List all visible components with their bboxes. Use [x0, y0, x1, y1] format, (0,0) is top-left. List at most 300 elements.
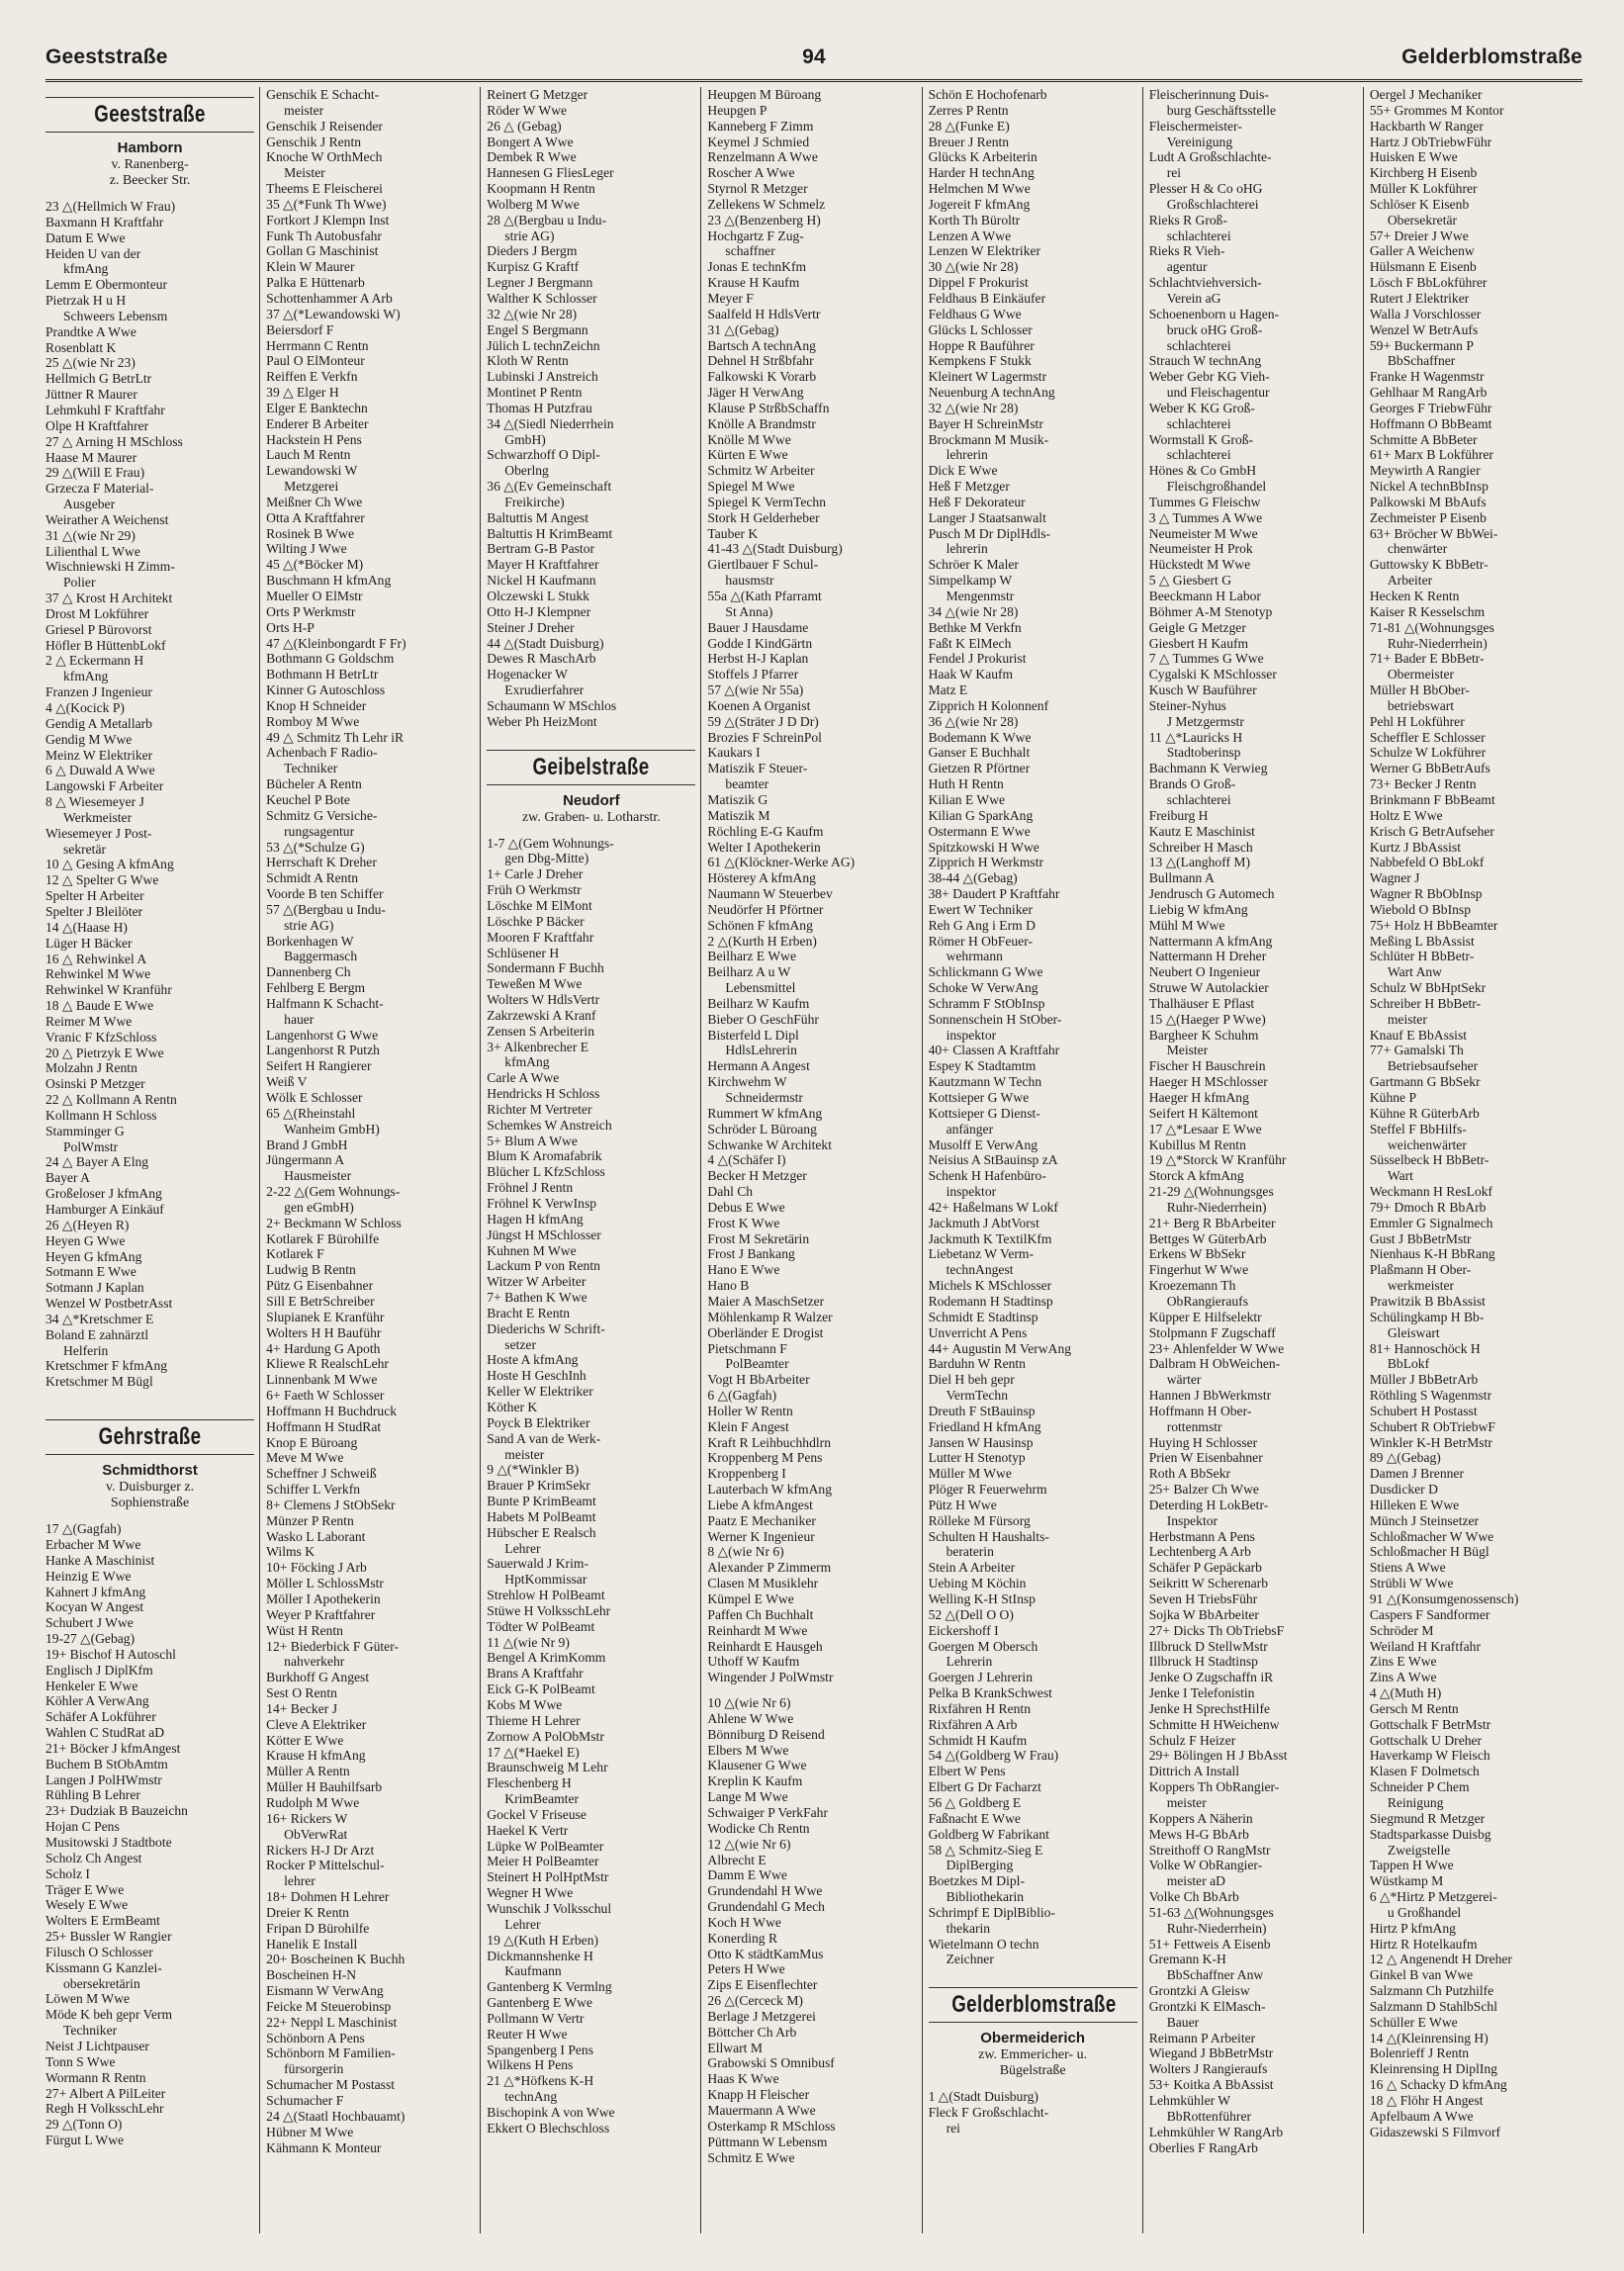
directory-entry: Carle A Wwe — [487, 1070, 560, 1086]
entry-continuation: meister — [1387, 1011, 1427, 1027]
directory-entry: 18+ Dohmen H Lehrer — [266, 1889, 390, 1905]
header-left-street: Geeststraße — [45, 45, 168, 68]
entry-continuation: HptKommissar — [504, 1572, 587, 1588]
directory-entry: Kleinrensing H DiplIng — [1369, 2061, 1497, 2077]
directory-entry: Thalhäuser E Pflast — [1148, 995, 1255, 1011]
directory-entry: Jogereit F kfmAng — [928, 196, 1031, 212]
entry-continuation: Meister — [284, 165, 325, 181]
directory-entry: Erbacher M Wwe — [45, 1536, 141, 1552]
entry-continuation: rei — [946, 2120, 960, 2135]
column-7 — [1363, 87, 1583, 2233]
directory-entry: Tauber K — [707, 525, 759, 541]
directory-entry: 44 △(Stadt Duisburg) — [487, 635, 604, 651]
entry-continuation: beamter — [725, 776, 769, 792]
entry-continuation: Meister — [1166, 1043, 1209, 1058]
directory-entry: Tappen H Wwe — [1369, 1858, 1454, 1873]
directory-entry: Geigle G Metzger — [1148, 619, 1246, 635]
directory-entry: Heyen G kfmAng — [45, 1248, 142, 1264]
entry-continuation: St Anna) — [725, 603, 773, 619]
directory-entry: Datum E Wwe — [45, 229, 126, 245]
directory-entry: Weirather A Weichenst — [45, 511, 169, 527]
directory-entry: Müller K Lokführer — [1369, 181, 1478, 197]
directory-entry: 91 △(Konsumgenossensch) — [1369, 1591, 1519, 1606]
directory-entry: 21-29 △(Wohnungsges — [1148, 1184, 1274, 1200]
directory-entry: Frost K Wwe — [707, 1215, 780, 1230]
directory-entry: Herbstmann A Pens — [1148, 1528, 1255, 1544]
entry-continuation: Inspektor — [1166, 1512, 1218, 1528]
entry-continuation: technAng — [504, 2089, 558, 2105]
directory-entry: Kautzmann W Techn — [928, 1074, 1042, 1090]
directory-entry: Kanneberg F Zimm — [707, 118, 814, 134]
directory-entry: 32 △(wie Nr 28) — [487, 306, 578, 321]
directory-entry: Schubert H Postasst — [1369, 1403, 1478, 1418]
entry-continuation: anfänger — [946, 1121, 994, 1136]
directory-entry: Dittrich A Install — [1148, 1764, 1240, 1779]
directory-entry: Uebing M Köchin — [928, 1576, 1027, 1591]
directory-entry: 56 △ Goldberg E — [928, 1794, 1022, 1810]
page-header — [45, 45, 1582, 73]
directory-entry: Knoche W OrthMech — [266, 149, 383, 165]
directory-entry: 61+ Marx B Lokführer — [1369, 447, 1493, 463]
directory-entry: 71+ Bader E BbBetr- — [1369, 651, 1485, 667]
directory-entry: Bolenrieff J Rentn — [1369, 2045, 1470, 2061]
directory-entry: Berlage J Metzgerei — [707, 2008, 816, 2024]
directory-entry: Schottenhammer A Arb — [266, 290, 393, 306]
directory-entry: Borkenhagen W — [266, 933, 354, 949]
directory-entry: 75+ Holz H BbBeamter — [1369, 917, 1498, 933]
directory-entry: 53 △(*Schulze G) — [266, 839, 365, 855]
directory-entry: 73+ Becker J Rentn — [1369, 776, 1477, 792]
directory-entry: Kissmann G Kanzlei- — [45, 1959, 162, 1975]
directory-entry: Stüwe H VolksschLehr — [487, 1602, 611, 1618]
directory-entry: 29 △(Will E Frau) — [45, 465, 145, 481]
directory-entry: 8 △(wie Nr 6) — [707, 1544, 784, 1560]
directory-entry: Schreiber H Masch — [1148, 839, 1253, 855]
directory-entry: Strauch W technAng — [1148, 353, 1262, 369]
directory-entry: Lauterbach W kfmAng — [707, 1482, 832, 1498]
directory-entry: Brands O Groß- — [1148, 776, 1236, 792]
directory-entry: Genschik J Reisender — [266, 118, 383, 134]
directory-entry: Osterkamp R MSchloss — [707, 2118, 836, 2134]
directory-entry: Strübli W Wwe — [1369, 1576, 1454, 1591]
directory-entry: 18 △ Baude E Wwe — [45, 998, 154, 1014]
entry-continuation: Bibliothekarin — [946, 1889, 1025, 1905]
directory-entry: 26 △(Cerceck M) — [707, 1993, 803, 2009]
entry-continuation: wehrmann — [946, 949, 1003, 964]
directory-entry: Wilms K — [266, 1544, 316, 1560]
entry-continuation: kfmAng — [63, 261, 109, 277]
directory-entry: Hanelik E Install — [266, 1936, 358, 1952]
directory-entry: 77+ Gamalski Th — [1369, 1043, 1464, 1058]
directory-entry: Schulze W Lokführer — [1369, 745, 1487, 761]
entry-continuation: Stadtoberinsp — [1166, 745, 1241, 761]
directory-entry: Hannen J BbWerkmstr — [1148, 1388, 1272, 1404]
directory-entry: Wunschik J Volksschul — [487, 1900, 612, 1916]
directory-entry: 25 △(wie Nr 23) — [45, 355, 135, 371]
directory-entry: Bartsch A technAng — [707, 337, 816, 353]
directory-entry: Heyen G Wwe — [45, 1232, 126, 1248]
entry-continuation: Bauer — [1166, 2014, 1200, 2030]
directory-entry: 9 △(*Winkler B) — [487, 1462, 580, 1478]
entry-continuation: Betriebsaufseher — [1387, 1058, 1479, 1074]
district-name: Obermeiderich — [980, 2030, 1086, 2047]
directory-entry: Konerding R — [707, 1930, 778, 1946]
spacer — [487, 826, 695, 836]
directory-entry: Musolff E VerwAng — [928, 1136, 1038, 1152]
directory-entry: 16 △ Schacky D kfmAng — [1369, 2077, 1507, 2093]
directory-entry: Löschke P Bäcker — [487, 913, 585, 929]
directory-entry: 36 △(Ev Gemeinschaft — [487, 479, 612, 495]
entry-continuation: u Großhandel — [1387, 1904, 1462, 1920]
entry-continuation: schlachterei — [1166, 791, 1231, 807]
directory-entry: Paffen Ch Buchhalt — [707, 1606, 814, 1622]
directory-entry: Slupianek E Kranführ — [266, 1309, 385, 1324]
directory-entry: 25+ Bussler W Rangier — [45, 1929, 172, 1945]
directory-entry: Elbers M Wwe — [707, 1742, 789, 1758]
directory-entry: Helmchen M Wwe — [928, 181, 1031, 197]
directory-entry: Baltuttis H KrimBeamt — [487, 525, 613, 541]
column-2 — [259, 87, 480, 2233]
directory-entry: 2 △(Kurth H Erben) — [707, 933, 817, 949]
directory-entry: Ewert W Techniker — [928, 901, 1034, 917]
directory-entry: Stork H Gelderheber — [707, 509, 820, 525]
directory-entry: Brand J GmbH — [266, 1136, 348, 1152]
directory-entry: Eick G-K PolBeamt — [487, 1681, 595, 1697]
directory-entry: Wormstall K Groß- — [1148, 431, 1254, 447]
directory-entry: Bunte P KrimBeamt — [487, 1494, 596, 1509]
directory-entry: Barduhn W Rentn — [928, 1356, 1026, 1372]
directory-entry: Schmidt H Kaufm — [928, 1732, 1028, 1748]
entry-continuation: Wanheim GmbH) — [284, 1121, 380, 1136]
directory-entry: 2-22 △(Gem Wohnungs- — [266, 1184, 401, 1200]
directory-entry: Tonn S Wwe — [45, 2053, 116, 2069]
directory-entry: Grundendahl H Wwe — [707, 1883, 823, 1899]
directory-entry: Kottsieper G Wwe — [928, 1090, 1030, 1105]
directory-entry: Vranic F KfzSchloss — [45, 1029, 157, 1045]
entry-continuation: thekarin — [946, 1920, 991, 1936]
street-heading-block — [487, 750, 695, 785]
directory-entry: Lösch F BbLokführer — [1369, 275, 1488, 291]
directory-entry: Prandtke A Wwe — [45, 323, 136, 339]
directory-entry: Schoenenborn u Hagen- — [1148, 306, 1280, 321]
directory-entry: Rudolph M Wwe — [266, 1794, 360, 1810]
directory-entry: Ludt A Großschlachte- — [1148, 149, 1272, 165]
directory-entry: Hübscher E Realsch — [487, 1524, 596, 1540]
directory-entry: Clasen M Musiklehr — [707, 1576, 819, 1591]
directory-entry: Streithoff O RangMstr — [1148, 1842, 1271, 1858]
district-name: Neudorf — [563, 791, 620, 809]
directory-entry: Prawitzik B BbAssist — [1369, 1293, 1486, 1309]
directory-entry: Sojka W BbArbeiter — [1148, 1606, 1259, 1622]
directory-entry: Gottschalk U Dreher — [1369, 1732, 1483, 1748]
directory-entry: Eickershoff I — [928, 1622, 999, 1638]
directory-entry: Pehl H Lokführer — [1369, 713, 1465, 729]
directory-entry: Stadtsparkasse Duisbg — [1369, 1826, 1491, 1842]
directory-entry: 31 △(wie Nr 29) — [45, 527, 135, 543]
directory-entry: Lemm E Obermonteur — [45, 277, 168, 293]
directory-entry: 8+ Clemens J StObSekr — [266, 1497, 396, 1512]
directory-entry: Bayer H SchreinMstr — [928, 415, 1043, 431]
directory-entry: Ellwart M — [707, 2040, 763, 2055]
directory-entry: Griesel P Bürovorst — [45, 621, 152, 637]
directory-entry: 21+ Böcker J kfmAngest — [45, 1740, 181, 1756]
directory-entry: Herrschaft K Dreher — [266, 855, 377, 870]
directory-entry: Storck A kfmAng — [1148, 1168, 1244, 1184]
directory-entry: Haeger H kfmAng — [1148, 1090, 1249, 1105]
directory-entry: Blücher L KfzSchloss — [487, 1164, 605, 1180]
directory-entry: Renzelmann A Wwe — [707, 149, 818, 165]
directory-entry: Lüpke W PolBeamter — [487, 1838, 604, 1854]
directory-entry: 51-63 △(Wohnungsges — [1148, 1904, 1274, 1920]
entry-continuation: Mengenmstr — [946, 589, 1015, 603]
directory-entry: Franke H Wagenmstr — [1369, 369, 1485, 385]
directory-entry: Kroezemann Th — [1148, 1278, 1236, 1294]
directory-entry: Kinner G Autoschloss — [266, 682, 386, 698]
directory-entry: Giertlbauer F Schul- — [707, 557, 819, 573]
directory-entry: Herrmann C Rentn — [266, 337, 369, 353]
directory-entry: Hano B — [707, 1278, 750, 1294]
directory-entry: Gantenberg E Wwe — [487, 1995, 592, 2011]
entry-continuation: Freikirche) — [504, 494, 565, 509]
directory-entry: Korth Th Büroltr — [928, 212, 1021, 227]
directory-entry: Engel S Bergmann — [487, 321, 588, 337]
street-heading: Gehrstraße — [98, 1423, 202, 1451]
directory-entry: Nabbefeld O BbLokf — [1369, 855, 1485, 870]
entry-continuation: technAngest — [946, 1262, 1014, 1278]
directory-entry: Bischopink A von Wwe — [487, 2104, 615, 2120]
directory-entry: Frost J Bankang — [707, 1246, 795, 1262]
entry-continuation: schlachterei — [1166, 447, 1231, 463]
directory-entry: Boetzkes M Dipl- — [928, 1873, 1025, 1889]
directory-entry: 34 △(wie Nr 28) — [928, 603, 1019, 619]
header-rule — [45, 79, 1582, 82]
directory-entry: Reiffen E Verkfn — [266, 369, 358, 385]
entry-continuation: meister — [1166, 1794, 1207, 1810]
directory-entry: Müller M Wwe — [928, 1466, 1012, 1482]
directory-entry: Filusch O Schlosser — [45, 1944, 153, 1959]
directory-entry: Dusdicker D — [1369, 1482, 1438, 1498]
directory-entry: Meßing L BbAssist — [1369, 933, 1475, 949]
directory-entry: Langenhorst G Wwe — [266, 1027, 379, 1043]
directory-entry: Rixfähren A Arb — [928, 1716, 1018, 1732]
entry-continuation: Großschlachterei — [1166, 196, 1259, 212]
directory-entry: Früh O Werkmstr — [487, 882, 582, 898]
directory-entry: Bachmann K Verwieg — [1148, 761, 1268, 776]
directory-entry: Schmitz G Versiche- — [266, 807, 378, 823]
directory-entry: 22 △ Kollmann A Rentn — [45, 1092, 177, 1108]
directory-entry: Lehmkühler W — [1148, 2093, 1231, 2108]
directory-entry: Hano E Wwe — [707, 1262, 780, 1278]
directory-entry: Fleck F Großschlacht- — [928, 2105, 1049, 2121]
directory-entry: Scholz Ch Angest — [45, 1850, 142, 1865]
directory-entry: Wolters W HdlsVertr — [487, 992, 600, 1008]
directory-entry: Langenhorst R Putzh — [266, 1043, 380, 1058]
directory-entry: Mueller O ElMstr — [266, 589, 363, 603]
directory-entry: 4 △(Muth H) — [1369, 1685, 1442, 1701]
directory-entry: Klausener G Wwe — [707, 1758, 807, 1773]
directory-entry: Kaukars I — [707, 745, 761, 761]
directory-entry: Kühne P — [1369, 1090, 1417, 1105]
entry-continuation: KrimBeamter — [504, 1791, 580, 1807]
directory-entry: Siegmund R Metzger — [1369, 1810, 1486, 1826]
directory-entry: 52 △(Dell O O) — [928, 1606, 1014, 1622]
entry-continuation: schlachterei — [1166, 337, 1231, 353]
entry-continuation: PolBeamter — [725, 1356, 789, 1372]
entry-continuation: fürsorgerin — [284, 2061, 344, 2077]
directory-entry: Unverricht A Pens — [928, 1324, 1028, 1340]
directory-entry: Stein A Arbeiter — [928, 1560, 1016, 1576]
entry-continuation: chenwärter — [1387, 541, 1448, 557]
directory-entry: Hendricks H Schloss — [487, 1086, 600, 1102]
directory-entry: Palkowski M BbAufs — [1369, 494, 1487, 509]
directory-entry: Knölle A Brandmstr — [707, 415, 816, 431]
directory-entry: Wagner J — [1369, 870, 1420, 886]
entry-continuation: Exrudierfahrer — [504, 682, 585, 698]
directory-entry: Roth A BbSekr — [1148, 1466, 1231, 1482]
directory-entry: Theems E Fleischerei — [266, 181, 383, 197]
directory-entry: Pusch M Dr DiplHdls- — [928, 525, 1051, 541]
directory-entry: Schaumann W MSchlos — [487, 697, 617, 713]
entry-continuation: J Metzgermstr — [1166, 713, 1244, 729]
directory-entry: Neubert O Ingenieur — [1148, 964, 1261, 980]
directory-entry: 71-81 △(Wohnungsges — [1369, 619, 1494, 635]
directory-entry: Kahnert J kfmAng — [45, 1584, 146, 1599]
directory-entry: Fripan D Bürohilfe — [266, 1920, 370, 1936]
directory-entry: Linnenbank M Wwe — [266, 1372, 378, 1388]
directory-entry: 21+ Berg R BbArbeiter — [1148, 1215, 1276, 1230]
street-heading-block — [45, 1419, 254, 1455]
directory-entry: Meier H PolBeamter — [487, 1854, 599, 1869]
directory-entry: Kraft R Leihbuchhdlrn — [707, 1434, 831, 1450]
directory-entry: Scholz I — [45, 1865, 90, 1881]
directory-entry: 14+ Becker J — [266, 1700, 337, 1716]
entry-continuation: rungsagentur — [284, 823, 355, 839]
directory-entry: Frost M Sekretärin — [707, 1230, 810, 1246]
directory-entry: Krause H kfmAng — [266, 1748, 366, 1764]
directory-entry: Steinert H PolHptMstr — [487, 1869, 609, 1885]
directory-entry: Lewandowski W — [266, 463, 358, 479]
directory-entry: Oergel J Mechaniker — [1369, 87, 1483, 102]
directory-entry: 23+ Ahlenfelder W Wwe — [1148, 1340, 1285, 1356]
directory-entry: Kotlarek F — [266, 1246, 324, 1262]
directory-entry: 10 △ Gesing A kfmAng — [45, 857, 174, 872]
directory-entry: Damen J Brenner — [1369, 1466, 1464, 1482]
entry-continuation: schlachterei — [1166, 227, 1231, 243]
directory-entry: Winkler K-H BetrMstr — [1369, 1434, 1492, 1450]
directory-entry: Elger E Banktechn — [266, 400, 368, 415]
directory-entry: Zellekens W Schmelz — [707, 196, 826, 212]
directory-entry: Koppers Th ObRangier- — [1148, 1779, 1280, 1795]
directory-entry: Kroppenberg M Pens — [707, 1450, 823, 1466]
entry-continuation: Techniker — [284, 761, 338, 776]
directory-entry: 49 △ Schmitz Th Lehr iR — [266, 729, 405, 745]
entry-continuation: Ruhr-Niederrhein) — [1166, 1199, 1267, 1215]
directory-entry: Meinz W Elektriker — [45, 747, 153, 763]
directory-entry: Liebig W kfmAng — [1148, 901, 1248, 917]
directory-entry: Kreplin K Kaufm — [707, 1773, 803, 1789]
directory-entry: Seikritt W Scherenarb — [1148, 1576, 1269, 1591]
directory-entry: Osinski P Metzger — [45, 1076, 145, 1092]
directory-entry: Stolpmann F Zugschaff — [1148, 1324, 1276, 1340]
directory-entry: Schloßmacher W Wwe — [1369, 1528, 1494, 1544]
directory-entry: Kilian G SparkAng — [928, 807, 1034, 823]
spacer — [707, 1685, 916, 1695]
directory-entry: 61 △(Klöckner-Werke AG) — [707, 855, 856, 870]
directory-entry: Baxmann H Kraftfahr — [45, 214, 164, 229]
directory-entry: 26 △(Heyen R) — [45, 1217, 130, 1232]
directory-entry: Klasen F Dolmetsch — [1369, 1764, 1480, 1779]
directory-entry: Schönen F kfmAng — [707, 917, 813, 933]
directory-entry: Fröhnel K VerwInsp — [487, 1196, 597, 1211]
directory-entry: Legner J Bergmann — [487, 275, 593, 291]
directory-entry: Mews H-G BbArb — [1148, 1826, 1249, 1842]
entry-continuation: Lehrer — [504, 1916, 541, 1932]
directory-entry: Lüger H Bäcker — [45, 935, 133, 951]
directory-entry: Hartz J ObTriebwFühr — [1369, 134, 1492, 149]
directory-entry: Giesbert H Kaufm — [1148, 635, 1249, 651]
district-name: Schmidthorst — [102, 1462, 198, 1480]
directory-entry: Fortkort J Klempn Inst — [266, 212, 390, 227]
directory-entry: Kobs M Wwe — [487, 1697, 563, 1712]
directory-entry: Reimann P Arbeiter — [1148, 2030, 1256, 2045]
directory-entry: 27 △ Arning H MSchloss — [45, 433, 183, 449]
directory-entry: Habets M PolBeamt — [487, 1508, 596, 1524]
directory-entry: Hösterey A kfmAng — [707, 870, 816, 886]
directory-entry: 17 △(Gagfah) — [45, 1521, 122, 1537]
directory-entry: Feicke M Steuerobinsp — [266, 1998, 392, 2014]
directory-entry: 16 △ Rehwinkel A — [45, 951, 147, 966]
directory-entry: Dreuth F StBauinsp — [928, 1403, 1036, 1418]
directory-entry: Hoffmann H Ober- — [1148, 1403, 1252, 1418]
directory-entry: 3 △ Tummes A Wwe — [1148, 509, 1263, 525]
directory-entry: Enderer B Arbeiter — [266, 415, 369, 431]
directory-entry: Ostermann E Wwe — [928, 823, 1031, 839]
directory-entry: Eismann W VerwAng — [266, 1983, 384, 1999]
directory-entry: Wasko L Laborant — [266, 1528, 366, 1544]
entry-continuation: rottenmstr — [1166, 1418, 1222, 1434]
entry-continuation: obersekretärin — [63, 1975, 140, 1991]
directory-entry: Mauermann A Wwe — [707, 2103, 816, 2118]
directory-entry: Maier A MaschSetzer — [707, 1293, 825, 1309]
directory-entry: Koopmann H Rentn — [487, 181, 595, 197]
directory-entry: Sotmann J Kaplan — [45, 1280, 144, 1296]
directory-entry: 54 △(Goldberg W Frau) — [928, 1748, 1059, 1764]
directory-entry: 5+ Blum A Wwe — [487, 1133, 578, 1148]
directory-entry: 17 △*Lesaar E Wwe — [1148, 1121, 1262, 1136]
directory-entry: Neudörfer H Pförtner — [707, 901, 824, 917]
entry-continuation: Helferin — [63, 1342, 109, 1358]
directory-entry: Montinet P Rentn — [487, 385, 583, 401]
entry-continuation: BbSchaffner — [1387, 353, 1456, 369]
directory-entry: Fischer H Bauschrein — [1148, 1058, 1266, 1074]
directory-entry: Braunschweig M Lehr — [487, 1760, 608, 1775]
directory-entry: Spangenberg I Pens — [487, 2042, 594, 2057]
entry-continuation: Metzgerei — [284, 479, 339, 495]
directory-entry: Kollmann H Schloss — [45, 1107, 157, 1123]
directory-entry: 57+ Dreier J Wwe — [1369, 227, 1469, 243]
directory-entry: Schröder M — [1369, 1622, 1434, 1638]
directory-entry: 11 △(wie Nr 9) — [487, 1634, 570, 1650]
directory-entry: Wormann R Rentn — [45, 2069, 146, 2085]
directory-entry: 6 △(Gagfah) — [707, 1388, 777, 1404]
directory-entry: Wegner H Wwe — [487, 1885, 574, 1901]
directory-entry: 45 △(*Böcker M) — [266, 557, 364, 573]
directory-entry: 29+ Bölingen H J BbAsst — [1148, 1748, 1288, 1764]
directory-entry: Bethke M Verkfn — [928, 619, 1022, 635]
directory-entry: Wilting J Wwe — [266, 541, 347, 557]
directory-entry: Plöger R Feuerwehrm — [928, 1482, 1047, 1498]
directory-entry: 28 △(Funke E) — [928, 118, 1010, 134]
